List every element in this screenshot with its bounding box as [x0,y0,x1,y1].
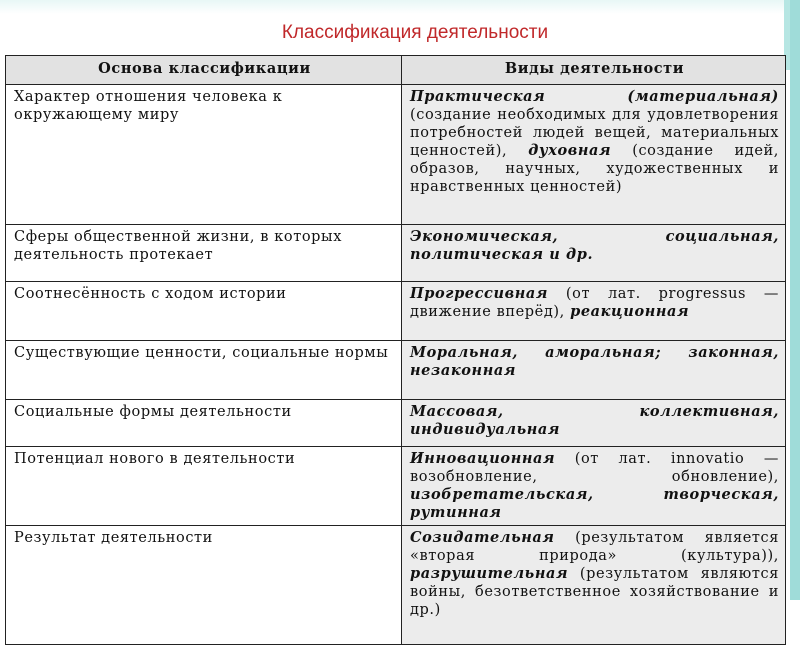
table-row [6,225,786,282]
slide-top-strip [0,0,800,14]
activity-kind-term: Созидательная [410,529,555,546]
table-header-row [6,56,786,85]
classification-basis-cell: Потенциал нового в деятельности [6,447,402,526]
activity-kind-term: реакционная [570,303,690,320]
activity-kind-term: Инновационная [410,450,556,467]
activity-kind-note: (создание необходимых для удовлетворения потребностей людей вещей, материальных ценностей), [410,107,779,159]
table-row [6,400,786,447]
header-basis: Основа классификации [6,56,402,85]
header-kinds: Виды деятельности [402,56,786,85]
activity-kinds-cell [402,447,786,526]
table-row [6,447,786,526]
table-row [6,85,786,225]
activity-kinds-cell [402,526,786,645]
activity-kind-term: Экономическая, социальная, политическая и др. [410,228,779,263]
activity-kind-term: разрушительная [410,565,569,582]
activity-kind-note: (создание идей, образов, научных, художественных и нравственных ценностей) [410,143,779,195]
activity-kind-term: Прогрессивная [410,285,549,302]
activity-kind-term: Практическая (материальная) [410,88,779,105]
activity-kinds-cell [402,85,786,225]
table-body [6,85,786,645]
activity-kind-term: духовная [528,142,612,159]
classification-basis-cell: Результат деятельности [6,526,402,645]
classification-basis-cell: Существующие ценности, социальные нормы [6,341,402,400]
activity-kind-term: изобретательская, творческая, рутинная [410,486,779,521]
table-row [6,341,786,400]
activity-kinds-cell [402,282,786,341]
classification-basis-cell: Соотнесённость с ходом истории [6,282,402,341]
slide-accent-bar [790,0,800,600]
activity-kind-note: (результатом являются войны, безответственное хозяйствование и др.) [410,566,779,618]
classification-table [5,55,786,645]
activity-kinds-cell [402,225,786,282]
table-row [6,526,786,645]
classification-basis-cell: Социальные формы деятельности [6,400,402,447]
activity-kind-note: (от лат. innovatio — возобновление, обновление), [410,451,779,485]
table-row [6,282,786,341]
activity-kinds-cell [402,341,786,400]
activity-kind-note: (от лат. progressus — движение вперёд), [410,286,779,320]
activity-kinds-cell [402,400,786,447]
classification-basis-cell: Сферы общественной жизни, в которых деятельность протекает [6,225,402,282]
slide-title: Классификация деятельности [281,22,549,43]
classification-table-wrapper [5,55,785,618]
activity-kind-term: Моральная, аморальная; законная, незаконная [410,344,779,379]
activity-kind-term: Массовая, коллективная, индивидуальная [410,403,779,438]
activity-kind-note: (результатом является «вторая природа» (культура)), [410,530,779,564]
classification-basis-cell: Характер отношения человека к окружающему миру [6,85,402,225]
